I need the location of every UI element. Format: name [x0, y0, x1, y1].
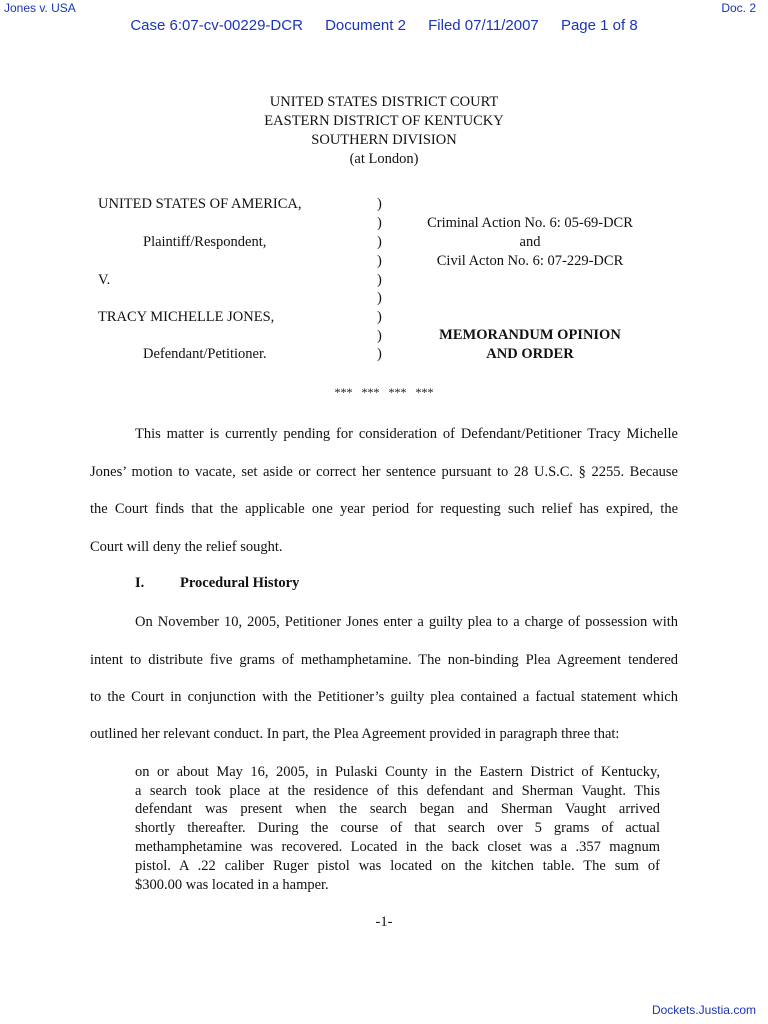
- justia-footer-link[interactable]: Dockets.Justia.com: [651, 1003, 756, 1017]
- case-header: [0, 17, 768, 34]
- court-division: SOUTHERN DIVISION: [311, 132, 457, 148]
- quote-line: defendant was present when the search began and Sherman Vaught arrived: [135, 801, 660, 817]
- caption-paren: ): [377, 309, 382, 325]
- document-subtitle: AND ORDER: [486, 346, 574, 362]
- defendant-name: TRACY MICHELLE JONES,: [98, 309, 275, 325]
- quote-line: pistol. A .22 caliber Ruger pistol was located on the kitchen table. The sum of: [135, 858, 660, 874]
- history-line: intent to distribute five grams of methamphetamine. The non-binding Plea Agreement tendered: [90, 652, 678, 668]
- section-separator: *** *** *** ***: [334, 385, 434, 399]
- caption-paren: ): [377, 215, 382, 231]
- document-number-link[interactable]: Doc. 2: [721, 1, 756, 15]
- history-line: outlined her relevant conduct. In part, the Plea Agreement provided in paragraph three that:: [90, 726, 620, 742]
- caption-paren: ): [377, 272, 382, 288]
- caption-paren: ): [377, 253, 382, 269]
- history-line: to the Court in conjunction with the Petitioner’s guilty plea contained a factual statement which: [90, 689, 678, 705]
- filed-date: Filed 07/11/2007: [428, 17, 539, 34]
- caption-paren: ): [377, 328, 382, 344]
- case-number: Case 6:07-cv-00229-DCR: [130, 17, 303, 34]
- defendant-role: Defendant/Petitioner.: [143, 346, 267, 362]
- court-district: EASTERN DISTRICT OF KENTUCKY: [264, 113, 504, 129]
- case-title-link[interactable]: Jones v. USA: [4, 1, 76, 15]
- caption-paren: ): [377, 196, 382, 212]
- section-title: Procedural History: [180, 575, 300, 591]
- caption-paren: ): [377, 290, 382, 306]
- versus: V.: [98, 272, 111, 288]
- caption-paren: ): [377, 346, 382, 362]
- caption-paren: ): [377, 234, 382, 250]
- quote-line: methamphetamine was recovered. Located in the back closet was a .357 magnum: [135, 839, 660, 855]
- quote-line: shortly thereafter. During the course of that search over 5 grams of actual: [135, 820, 660, 836]
- intro-line: Court will deny the relief sought.: [90, 539, 283, 555]
- intro-line: This matter is currently pending for consideration of Defendant/Petitioner Tracy Michelle: [135, 426, 678, 442]
- intro-line: Jones’ motion to vacate, set aside or correct her sentence pursuant to 28 U.S.C. § 2255. Because: [90, 464, 678, 480]
- criminal-action-number: Criminal Action No. 6: 05-69-DCR: [427, 215, 633, 231]
- document-label: Document 2: [325, 17, 406, 34]
- history-line: On November 10, 2005, Petitioner Jones enter a guilty plea to a charge of possession with: [135, 614, 678, 630]
- plaintiff-role: Plaintiff/Respondent,: [143, 234, 267, 250]
- civil-action-number: Civil Acton No. 6: 07-229-DCR: [436, 253, 624, 269]
- quote-line: on or about May 16, 2005, in Pulaski County in the Eastern District of Kentucky,: [135, 764, 660, 780]
- section-number: I.: [135, 575, 145, 591]
- quote-line: a search took place at the residence of this defendant and Sherman Vaught. This: [135, 783, 660, 799]
- intro-line: the Court finds that the applicable one year period for requesting such relief has expired, the: [90, 501, 678, 517]
- document-title: MEMORANDUM OPINION: [439, 327, 621, 343]
- quote-line: $300.00 was located in a hamper.: [135, 877, 329, 893]
- court-name: UNITED STATES DISTRICT COURT: [269, 94, 499, 110]
- plaintiff-name: UNITED STATES OF AMERICA,: [98, 196, 302, 212]
- page-indicator: Page 1 of 8: [560, 17, 638, 34]
- court-location: (at London): [349, 151, 419, 167]
- caption-and: and: [519, 234, 541, 250]
- page-number: -1-: [375, 914, 393, 930]
